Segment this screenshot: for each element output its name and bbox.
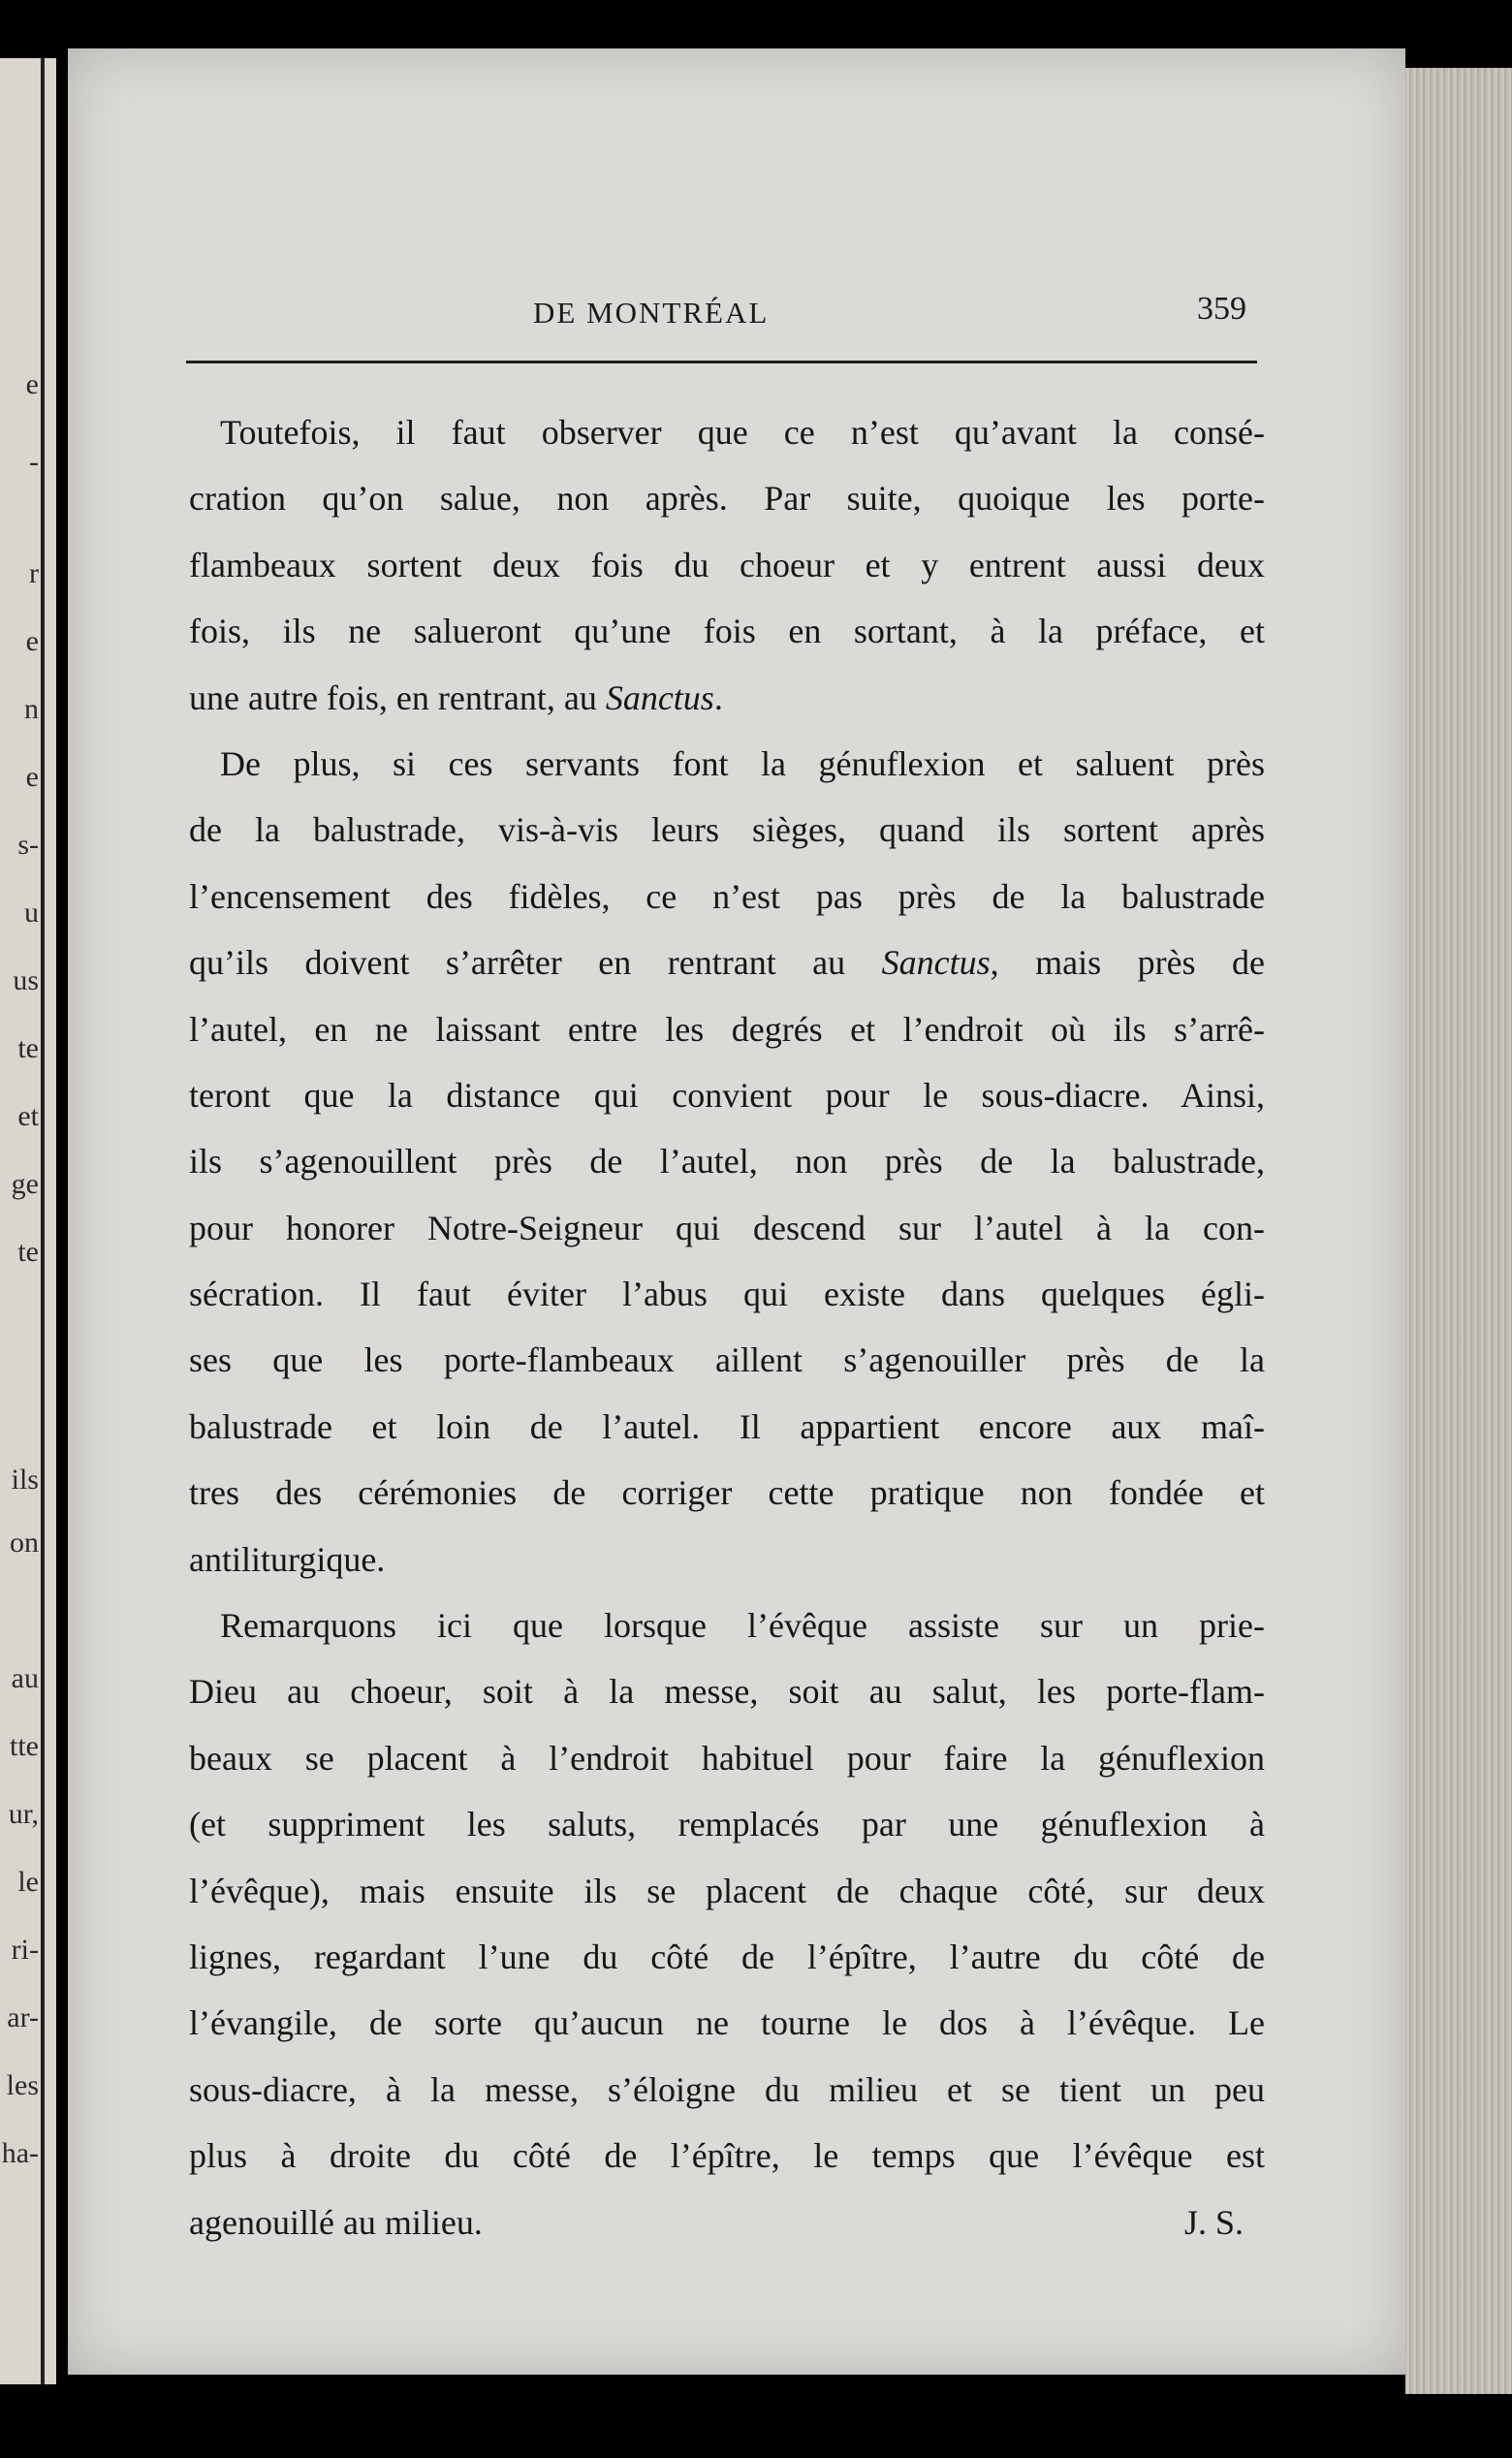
text-line: fois, ils ne salueront qu’une fois en sortant, à la préface, et bbox=[189, 612, 1265, 651]
text-line: (et suppriment les saluts, remplacés par une génuflexion à bbox=[189, 1805, 1265, 1844]
text-line: de la balustrade, vis-à-vis leurs sièges, quand ils sortent après bbox=[189, 810, 1265, 850]
text-line: lignes, regardant l’une du côté de l’épître, l’autre du côté de bbox=[189, 1937, 1265, 1976]
text-segment: , mais près de bbox=[990, 943, 1266, 983]
running-title: DE MONTRÉAL bbox=[533, 296, 770, 330]
left-fragment: au bbox=[11, 1662, 39, 1694]
left-fragment: ils bbox=[11, 1464, 39, 1496]
text-line: l’évêque), mais ensuite ils se placent de chaque côté, sur deux bbox=[189, 1871, 1265, 1910]
page-number: 359 bbox=[1197, 291, 1246, 327]
text-line: De plus, si ces servants font la génuflexion et saluent près bbox=[220, 743, 1265, 783]
left-fragment: r bbox=[29, 557, 39, 589]
left-fragment: e bbox=[25, 368, 39, 400]
italic-term: Sanctus bbox=[881, 943, 991, 983]
text-segment: agenouillé au milieu. bbox=[189, 2202, 483, 2242]
text-line: plus à droite du côté de l’épître, le temps que l’évêque est bbox=[189, 2136, 1265, 2176]
author-signature: J. S. bbox=[1183, 2202, 1244, 2242]
left-fragment: et bbox=[17, 1100, 39, 1132]
text-line: balustrade et loin de l’autel. Il appartient encore aux maî- bbox=[189, 1406, 1265, 1446]
left-fragment: ur, bbox=[8, 1798, 39, 1830]
text-line: l’encensement des fidèles, ce n’est pas près de la balustrade bbox=[189, 876, 1265, 916]
book-page bbox=[68, 48, 1405, 2375]
left-fragment: ar- bbox=[7, 2001, 39, 2033]
text-line: ses que les porte-flambeaux aillent s’agenouiller près de la bbox=[189, 1340, 1265, 1380]
left-fragment: e bbox=[25, 761, 39, 793]
left-fragment: tte bbox=[10, 1730, 39, 1762]
text-line bbox=[189, 665, 1265, 731]
page-stack-edges bbox=[1405, 68, 1512, 2394]
text-line: flambeaux sortent deux fois du choeur et y entrent aussi deux bbox=[189, 545, 1265, 584]
page-gutter-line bbox=[41, 58, 45, 2384]
text-line: teront que la distance qui convient pour le sous-diacre. Ainsi, bbox=[189, 1075, 1265, 1115]
header-rule bbox=[186, 361, 1257, 363]
text-line: l’autel, en ne laissant entre les degrés et l’endroit où ils s’arrê- bbox=[189, 1009, 1265, 1049]
text-line: sous-diacre, à la messe, s’éloigne du milieu et se tient un peu bbox=[189, 2069, 1265, 2109]
text-line: antiliturgique. bbox=[189, 1539, 386, 1579]
left-fragment: s- bbox=[17, 829, 39, 861]
text-line: Toutefois, il faut observer que ce n’est qu’avant la consé- bbox=[220, 413, 1265, 452]
text-line bbox=[189, 930, 1265, 995]
left-fragment: e bbox=[25, 625, 39, 657]
adjacent-page-fragment bbox=[0, 58, 56, 2384]
text-line: tres des cérémonies de corriger cette pratique non fondée et bbox=[189, 1473, 1265, 1513]
text-line: Remarquons ici que lorsque l’évêque assiste sur un prie- bbox=[220, 1606, 1265, 1646]
left-fragment: te bbox=[17, 1236, 39, 1268]
text-line: sécration. Il faut éviter l’abus qui existe dans quelques égli- bbox=[189, 1275, 1265, 1314]
body-text bbox=[189, 399, 1265, 2255]
left-fragment: u bbox=[24, 897, 39, 929]
text-line bbox=[189, 2190, 1265, 2255]
left-fragment: le bbox=[17, 1866, 39, 1898]
left-fragment: ge bbox=[11, 1168, 39, 1200]
punctuation: . bbox=[713, 678, 723, 717]
left-fragment: us bbox=[13, 964, 39, 996]
text-line: ils s’agenouillent près de l’autel, non près de la balustrade, bbox=[189, 1142, 1265, 1182]
text-segment: qu’ils doivent s’arrêter en rentrant au bbox=[189, 943, 846, 983]
text-line: cration qu’on salue, non après. Par suite, quoique les porte- bbox=[189, 479, 1265, 519]
left-fragment: te bbox=[17, 1032, 39, 1064]
italic-term: Sanctus bbox=[605, 678, 714, 717]
left-fragment: - bbox=[29, 446, 39, 478]
text-line: pour honorer Notre-Seigneur qui descend sur l’autel à la con- bbox=[189, 1208, 1265, 1247]
left-fragment: ri- bbox=[11, 1934, 39, 1966]
text-line: l’évangile, de sorte qu’aucun ne tourne le dos à l’évêque. Le bbox=[189, 2003, 1265, 2043]
left-fragment: les bbox=[6, 2069, 39, 2101]
text-line: beaux se placent à l’endroit habituel pour faire la génuflexion bbox=[189, 1738, 1265, 1778]
left-fragment: n bbox=[24, 693, 39, 725]
left-fragment: ha- bbox=[1, 2137, 39, 2169]
text-line: Dieu au choeur, soit à la messe, soit au salut, les porte-flam- bbox=[189, 1672, 1265, 1712]
left-fragment: on bbox=[10, 1527, 39, 1559]
text-segment: une autre fois, en rentrant, au bbox=[189, 678, 597, 717]
